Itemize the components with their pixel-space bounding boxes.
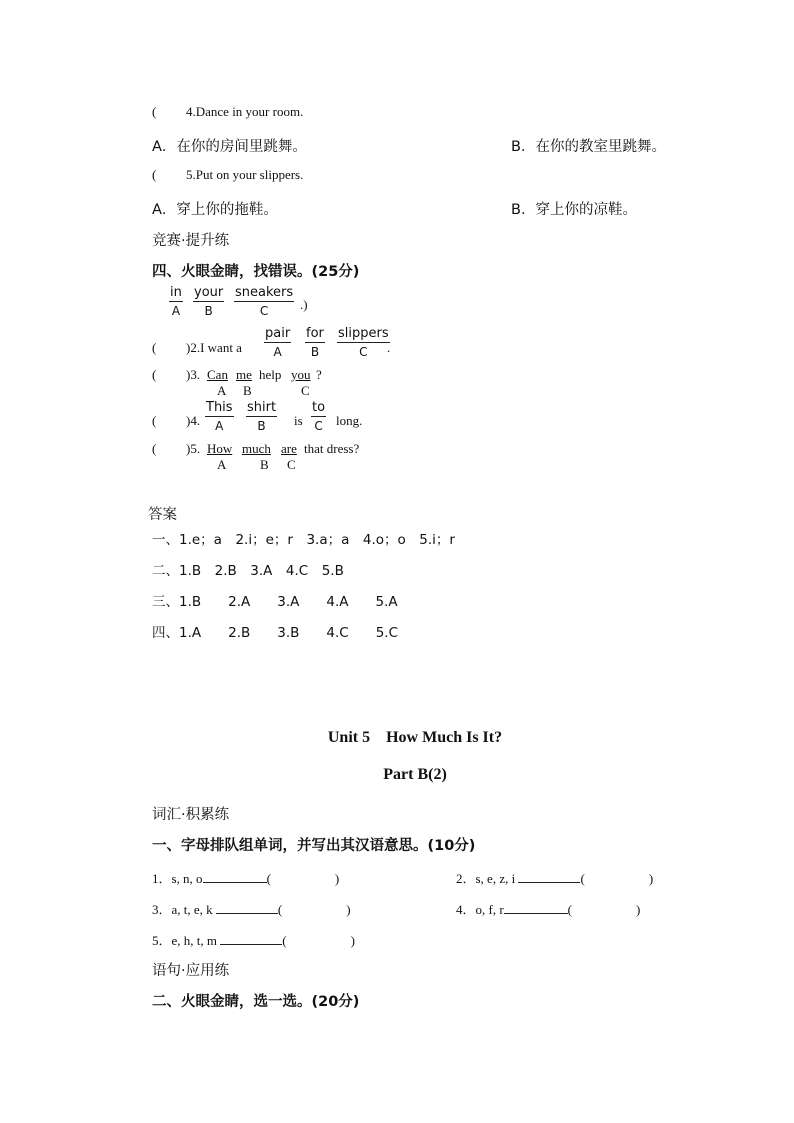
answer-paren[interactable]: ( bbox=[152, 441, 157, 456]
row1-word-a: in A bbox=[170, 285, 182, 318]
row4-word-c: to C bbox=[312, 400, 326, 433]
row2-word-a: pair A bbox=[265, 326, 291, 359]
answers-line-1: 一、1.e；a 2.i；e；r 3.a；a 4.o；o 5.i；r bbox=[152, 532, 455, 548]
vocab-item-1: 1．s, n, o ( ) bbox=[152, 871, 340, 886]
answer-blank[interactable] bbox=[216, 901, 278, 914]
part-title: Part B(2) bbox=[383, 766, 447, 783]
vocab-item-3: 3．a, t, e, k ( ) bbox=[152, 902, 351, 917]
row3-mid: help bbox=[259, 367, 282, 382]
section-competition-heading: 竞赛·提升练 bbox=[152, 233, 230, 249]
answers-line-3: 三、1.B 2.A 3.A 4.A 5.A bbox=[152, 594, 398, 610]
row2-prefix: ( )2.I want a bbox=[152, 340, 242, 355]
question-5-text: 5.Put on your slippers. bbox=[186, 167, 304, 182]
question-4-option-b[interactable]: B．在你的教室里跳舞。 bbox=[511, 139, 666, 155]
row4-word-a: This A bbox=[206, 400, 233, 433]
row5-word-b: much bbox=[242, 441, 271, 456]
question-4-text: 4.Dance in your room. bbox=[186, 104, 304, 119]
row4-mid: is bbox=[294, 413, 303, 428]
question-4-option-a[interactable]: A．在你的房间里跳舞。 bbox=[152, 139, 307, 155]
answer-paren[interactable]: ( bbox=[152, 367, 157, 382]
vocab-item-5: 5．e, h, t, m ( ) bbox=[152, 933, 355, 948]
answer-paren[interactable]: ( bbox=[152, 340, 157, 355]
question-5-option-b[interactable]: B．穿上你的凉鞋。 bbox=[511, 202, 637, 218]
vocab-item-2: 2．s, e, z, i ( ) bbox=[456, 871, 654, 886]
row1-word-c: sneakers C bbox=[235, 285, 294, 318]
section-4-heading: 四、火眼金睛，找错误。(25分) bbox=[152, 264, 360, 280]
row4-word-b: shirt B bbox=[247, 400, 277, 433]
row3-label-a: A bbox=[217, 383, 227, 398]
question-5-option-a[interactable]: A．穿上你的拖鞋。 bbox=[152, 202, 278, 218]
row5-label-b: B bbox=[260, 457, 269, 472]
section-1-heading: 一、字母排队组单词，并写出其汉语意思。(10分) bbox=[152, 838, 476, 854]
section-2-heading: 二、火眼金睛，选一选。(20分) bbox=[152, 994, 360, 1010]
row1-tail: .) bbox=[300, 297, 308, 312]
row5-word-a: How bbox=[207, 441, 233, 456]
row5-prefix: ( )5. bbox=[152, 441, 201, 456]
row5-label-a: A bbox=[217, 457, 227, 472]
answer-blank[interactable] bbox=[203, 870, 267, 883]
question-4 bbox=[152, 104, 303, 120]
answers-line-2: 二、1.B 2.B 3.A 4.C 5.B bbox=[152, 563, 344, 579]
answer-blank[interactable] bbox=[518, 870, 580, 883]
row2-word-b: for B bbox=[306, 326, 324, 359]
answer-blank[interactable] bbox=[220, 932, 282, 945]
question-5 bbox=[152, 167, 303, 183]
row3-prefix: ( )3. bbox=[152, 367, 201, 382]
answer-paren[interactable]: ( bbox=[152, 413, 157, 428]
row3-word-a: Can bbox=[207, 367, 228, 382]
answers-heading: 答案 bbox=[148, 507, 177, 523]
section-vocab-heading: 词汇·积累练 bbox=[152, 807, 230, 823]
row2-tail: . bbox=[387, 340, 391, 355]
row3-word-b: me bbox=[236, 367, 252, 382]
answers-line-4: 四、1.A 2.B 3.B 4.C 5.C bbox=[152, 625, 399, 641]
row5-label-c: C bbox=[287, 457, 296, 472]
unit-title: Unit 5 How Much Is It? bbox=[327, 729, 503, 746]
row4-prefix: ( )4. bbox=[152, 413, 201, 428]
answer-paren[interactable]: ( bbox=[152, 167, 157, 182]
row1-word-b: your B bbox=[194, 285, 224, 318]
answer-paren[interactable]: ( bbox=[152, 104, 157, 119]
row3-word-c: you bbox=[291, 367, 311, 382]
vocab-item-4: 4．o, f, r ( ) bbox=[456, 902, 641, 917]
section-sentence-heading: 语句·应用练 bbox=[152, 963, 230, 979]
row5-word-c: are bbox=[281, 441, 297, 456]
row2-word-c: slippers C bbox=[338, 326, 389, 359]
answer-blank[interactable] bbox=[504, 901, 568, 914]
row3-label-b: B bbox=[243, 383, 252, 398]
row3-label-c: C bbox=[301, 383, 310, 398]
row4-tail: long. bbox=[336, 413, 363, 428]
row5-tail: that dress? bbox=[304, 441, 360, 456]
row3-tail: ? bbox=[316, 367, 322, 382]
